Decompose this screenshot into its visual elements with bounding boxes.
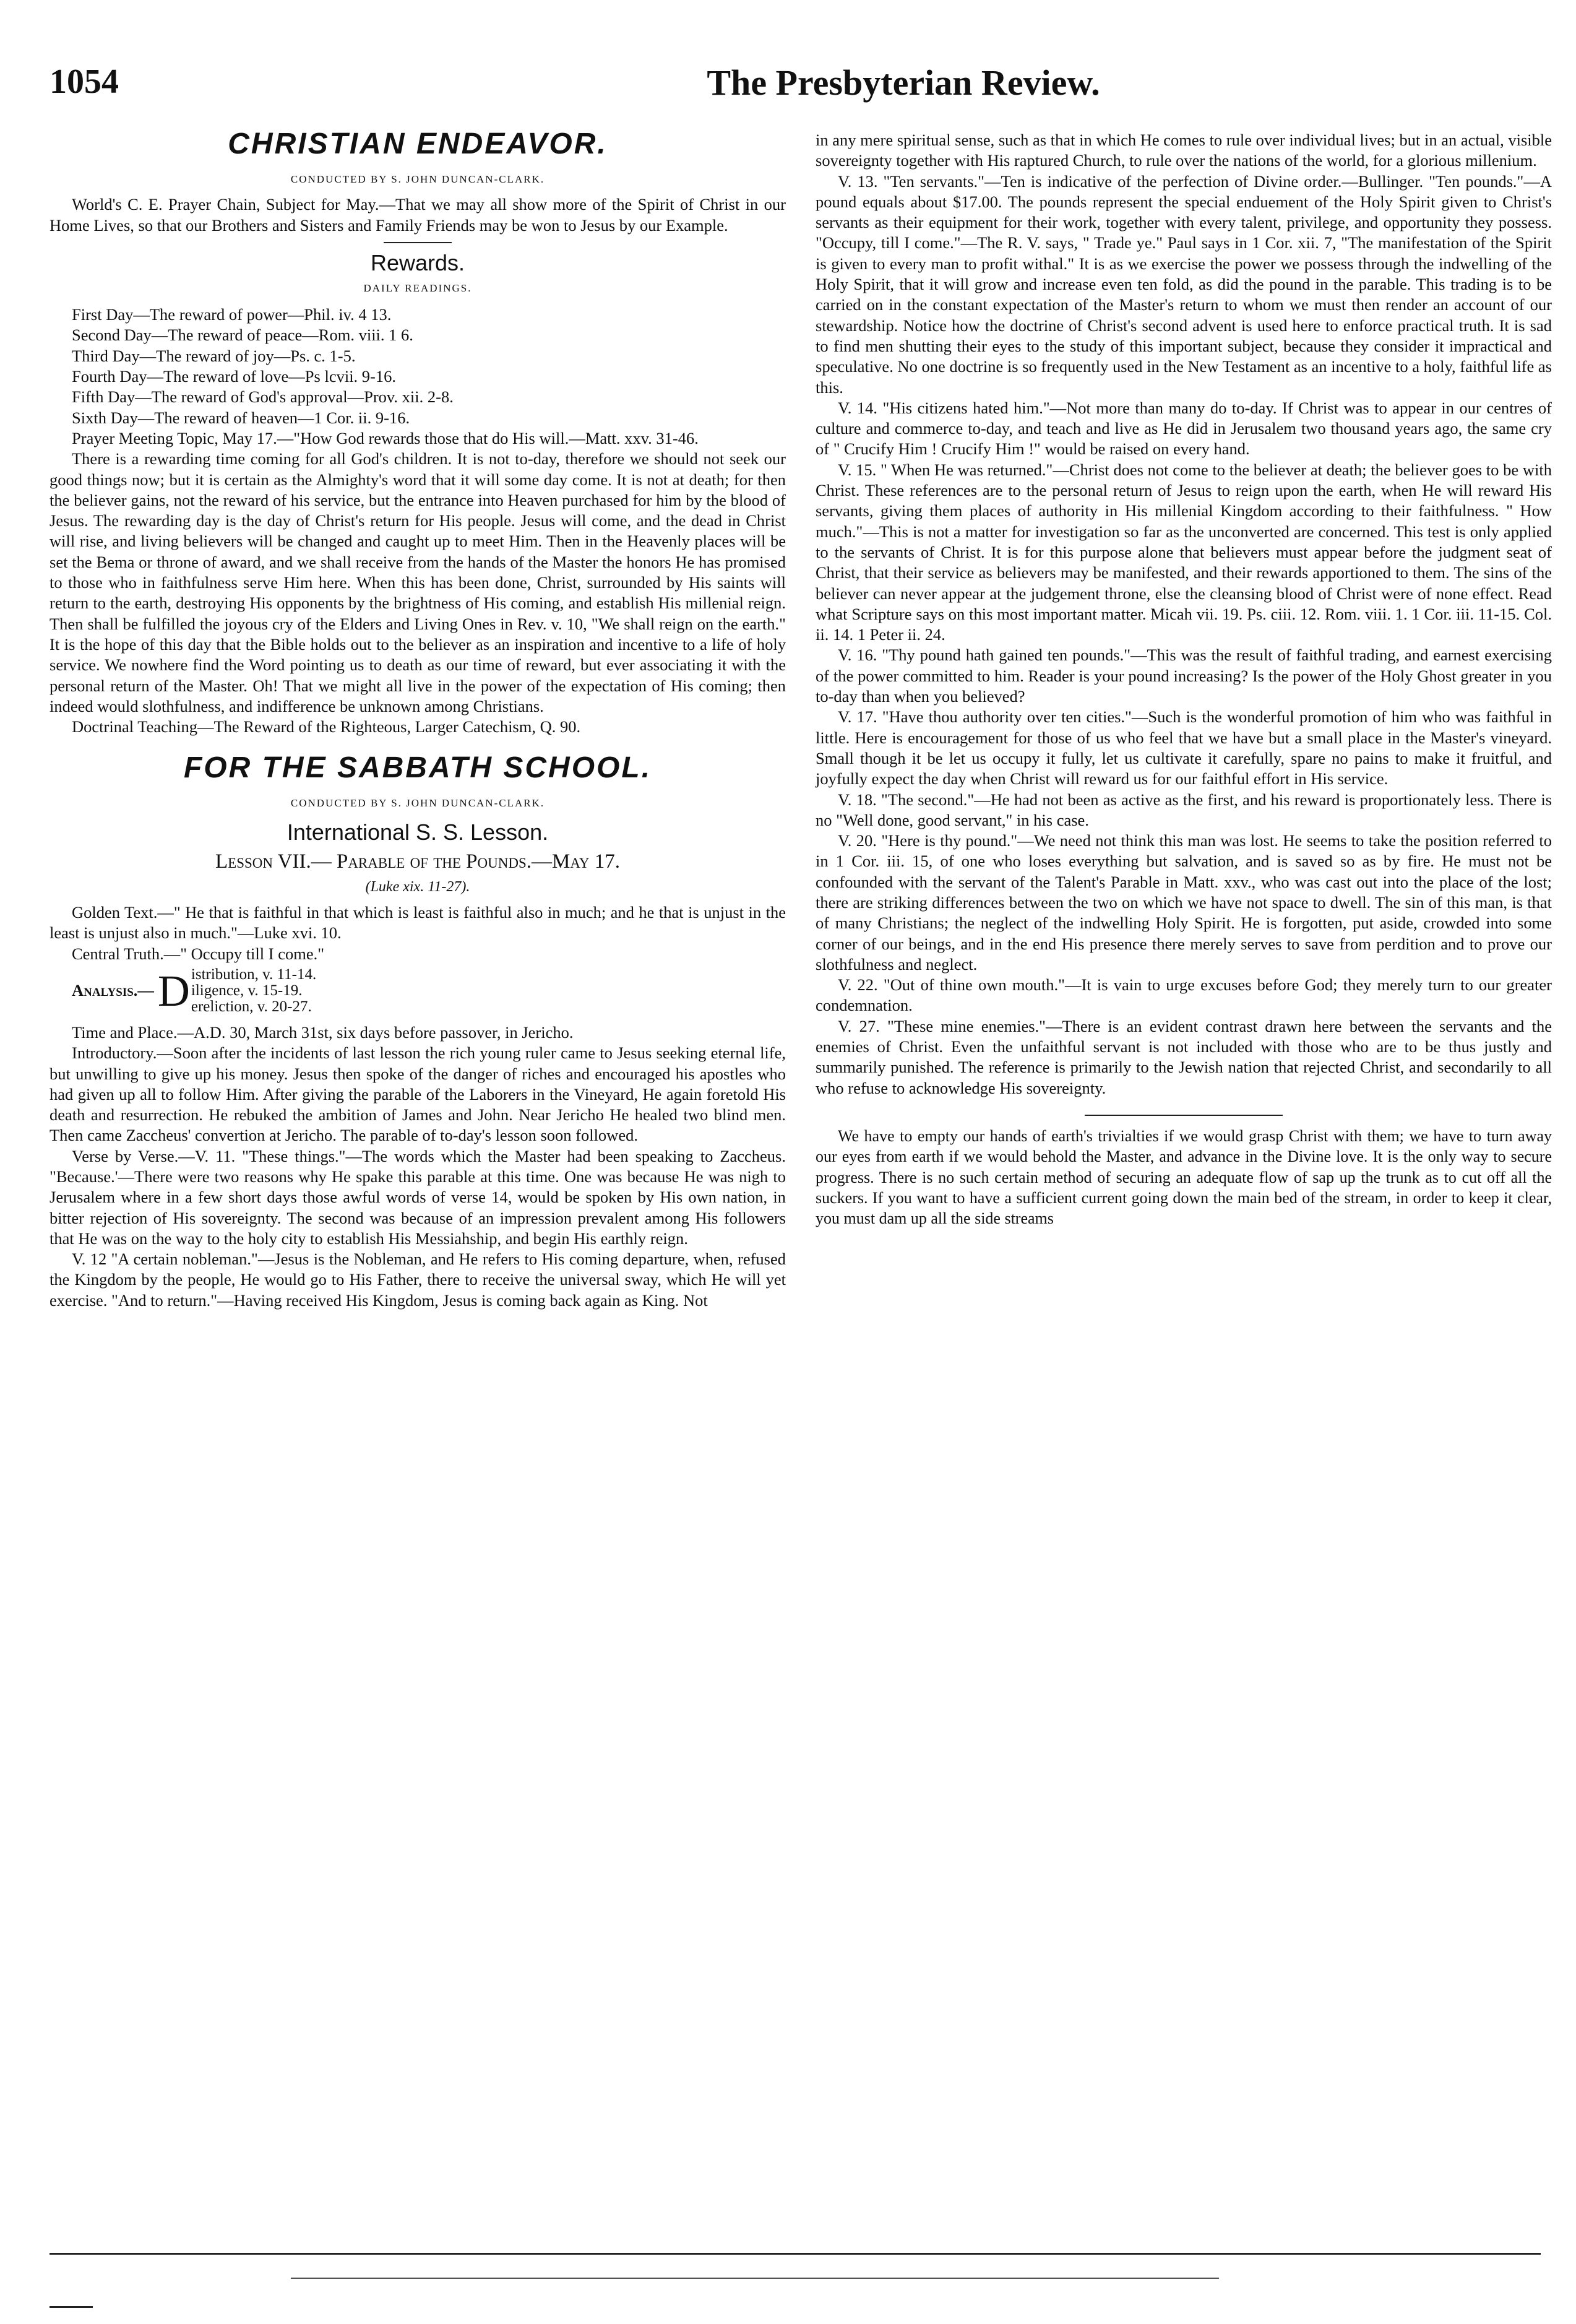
section-title-christian-endeavor: CHRISTIAN ENDEAVOR.: [228, 127, 608, 160]
time-and-place: Time and Place.—A.D. 30, March 31st, six days before passover, in Jericho.: [72, 1022, 574, 1042]
page-number: 1054: [50, 63, 119, 101]
daily-readings-label: DAILY READINGS.: [363, 282, 472, 294]
byline: CONDUCTED BY S. JOHN DUNCAN-CLARK.: [290, 797, 545, 810]
byline: CONDUCTED BY S. JOHN DUNCAN-CLARK.: [290, 173, 545, 185]
introductory: Introductory.—Soon after the incidents of last lesson the rich young ruler came to Jesus seeking eternal life, but unwilling to give up his money. Jesus then spoke of the danger of riches and encouraged his apostles who had given up all to follow Him. After giving the parable of the Laborers in the Vineyard, He again foretold His death and resurrection. He rebuked the ambition of James and John. Near Jericho He healed two blind men. Then came Zaccheus' convertion at Jericho. The parable of to-day's lesson soon followed.: [50, 1043, 786, 1145]
left-column: [50, 127, 786, 1311]
golden-text: Golden Text.—" He that is faithful in that which is least is faithful also in much; and he that is unjust in the least is unjust also in much."—Luke xvi. 10.: [50, 903, 786, 943]
reading-item: Fifth Day—The reward of God's approval—Prov. xii. 2-8.: [72, 387, 454, 407]
body-paragraph: in any mere spiritual sense, such as that in which He comes to rule over individual lives; but in an actual, visible sovereignty together with His raptured Church, to rule over the nations of the world, for a glorious millenium.: [816, 131, 1552, 170]
lesson-title: Lesson VII.— Parable of the Pounds.—May 17.: [215, 850, 620, 873]
analysis-item: iligence, v. 15-19.: [191, 982, 303, 999]
prayer-topic: Prayer Meeting Topic, May 17.—"How God rewards those that do His will.—Matt. xxv. 31-46.: [72, 428, 699, 447]
sabbath-school-section: [50, 751, 786, 1311]
verse-13: V. 13. "Ten servants."—Ten is indicative of the perfection of Divine order.—Bullinger. "Ten pounds."—A pound equals about $17.00. The pounds represent the special enduement of the Holy Spirit given to Christ's servants as their equipment for their work, together with every talent, privilege, and opportunity they possess. "Occupy, till I come."—The R. V. says, " Trade ye." Paul says in 1 Cor. xii. 7, "The manifestation of the Spirit is given to every man to profit withal." It is as we exercise the power we possess through the indwelling of the Holy Spirit, that it will grow and increase even ten fold, as did the pound in the parable. This trading is to be carried on in the constant expectation of the Master's return to whom we must then render an account of our stewardship. Notice how the doctrine of Christ's second advent is used here to enforce practical truth. It is sad to find men shutting their eyes to the study of this important subject, because they consider it impractical and speculative. No one doctrine is so frequently used in the New Testament as an incentive to a holy, faithful life as this.: [816, 171, 1552, 397]
doctrinal-teaching: Doctrinal Teaching—The Reward of the Righteous, Larger Catechism, Q. 90.: [72, 717, 581, 737]
scripture-reference: (Luke xix. 11-27).: [365, 878, 470, 895]
verse-16: V. 16. "Thy pound hath gained ten pounds."—This was the result of faithful trading, and earnest exercising of the power committed to him. Reader is your pound increasing? Is the power of the Holy Ghost greater in you to-day than when you believed?: [816, 646, 1552, 706]
christian-endeavor-section: [50, 127, 786, 737]
reading-item: Fourth Day—The reward of love—Ps lcvii. 9-16.: [72, 367, 397, 386]
section-title-sabbath-school: FOR THE SABBATH SCHOOL.: [183, 751, 652, 785]
lesson-heading: International S. S. Lesson.: [286, 819, 549, 845]
journal-title: The Presbyterian Review.: [707, 63, 1100, 103]
analysis-block: [72, 967, 786, 1015]
verse-20: V. 20. "Here is thy pound."—We need not think this man was lost. He seems to take the position referred to in 1 Cor. iii. 15, of one who loses everything but salvation, and is saved so as by fire. He must not be confounded with the servant of the Talent's Parable in Matt. xxv., who was cast out into the place of the lost; there are striking differences between the two on which we have not space to dwell. The sin of this man, is that of many Christians; the neglect of the indwelling Holy Spirit. He is forgotten, put aside, crowded into some corner of our beings, and in the end His presence there merely serves to save from perdition and to prove our slothfulness and neglect.: [816, 831, 1552, 974]
analysis-initial: D: [157, 965, 190, 1016]
reading-item: Third Day—The reward of joy—Ps. c. 1-5.: [72, 346, 356, 365]
analysis-item: istribution, v. 11-14.: [191, 965, 317, 983]
central-truth: Central Truth.—" Occupy till I come.": [72, 944, 325, 963]
bottom-mark: [50, 2306, 93, 2308]
reading-item: First Day—The reward of power—Phil. iv. 4 13.: [72, 305, 392, 324]
reading-item: Sixth Day—The reward of heaven—1 Cor. ii. 9-16.: [72, 408, 410, 427]
verse-17: V. 17. "Have thou authority over ten cities."—Such is the wonderful promotion of him who was faithful in little. Here is encouragement for those of us who feel that we have but a small place in the Master's vineyard. Small though it be let us occupy it fully, let us cultivate it carefully, spare no pains to make it fruitful, and joyfully expect the day when Christ will reward us for our faithful effort in His service.: [816, 707, 1552, 788]
body-paragraph: There is a rewarding time coming for all God's children. It is not to-day, therefore we should not seek our good things now; but it is certain as the Almighty's word that it will some day come. It is not at death; for then the believer gains, not the reward of his service, but the entrance into Heaven purchased for him by the blood of Jesus. The rewarding day is the day of Christ's return for His people. Jesus will come, and the dead in Christ will rise, and living believers will be changed and caught up to meet Him. Then in the Heavenly places will be set the Bema or throne of award, and we shall receive from the hands of the Master the honors He has promised to those who in faithfulness serve Him here. When this has been done, Christ, surrounded by His saints will return to the earth, destroying His opponents by the brightness of His coming, and establish His millenial reign. Then shall be fulfilled the joyous cry of the Elders and Living Ones in Rev. v. 10, "We shall reign on the earth." It is the hope of this day that the Bible holds out to the believer as an inspiration and incentive to a life of holy service. We nowhere find the Word pointing us to death as our time of reward, but ever associating it with the personal return of the Master. Oh! That we might all live in the power of the expectation of His coming; then indeed would slothfulness, and indifference be unknown among Christians.: [50, 449, 786, 715]
closing-note: [816, 1126, 1552, 1229]
reading-item: Second Day—The reward of peace—Rom. viii. 1 6.: [72, 326, 413, 345]
verse-22: V. 22. "Out of thine own mouth."—It is vain to urge excuses before God; they merely turn to our greater condemnation.: [816, 975, 1552, 1015]
bottom-rule-secondary: [291, 2278, 1219, 2279]
bottom-rule: [50, 2253, 1541, 2255]
divider: [384, 242, 452, 243]
verse-12: V. 12 "A certain nobleman."—Jesus is the Nobleman, and He refers to His coming departure, when, refused the Kingdom by the people, He would go to His Father, there to receive the universal sway, which He will yet exercise. "And to return."—Having received His Kingdom, Jesus is coming back again as King. Not: [50, 1250, 786, 1310]
verse-14: V. 14. "His citizens hated him."—Not more than many do to-day. If Christ was to appear in our centres of culture and commerce to-day, and teach and live as He did in Jerusalem two thousand years ago, the same cry of " Crucify Him ! Crucify Him !" would be raised on every hand.: [816, 398, 1552, 459]
verse-18: V. 18. "The second."—He had not been as active as the first, and his reward is proportionately less. There is no "Well done, good servant," in his case.: [816, 790, 1552, 829]
verse-15: V. 15. " When He was returned."—Christ does not come to the believer at death; the believer goes to be with Christ. These references are to the personal return of Jesus to reign upon the earth, when He will reward His servants, giving them places of authority in His millenial Kingdom according to their faithfulness. " How much."—This is not a matter for investigation so far as the unconverted are concerned. This test is only applied to the servants of Christ. It is for this purpose alone that believers must appear before the judgment seat of Christ, that their service as believers may be manifested, and their rewards apportioned to them. The sins of the believer can never appear at the judgement throne, else the cleansing blood of Christ were of none effect. Read what Scripture says on this most important matter. Micah vii. 19. Ps. ciii. 12. Rom. viii. 1. 1 Cor. iii. 11-15. Col. ii. 14. 1 Peter ii. 24.: [816, 460, 1552, 644]
verse-by-verse: Verse by Verse.—V. 11. "These things."—The words which the Master had been speaking to Zaccheus. "Because.'—There were two reasons why He spake this parable at this time. One was because He was nigh to Jerusalem where in a few short days those awful words of verse 14, would be spoken by His own nation, in bitter rejection of His sovereignty. The second was because of an impression prevalent among His followers that He was on the way to the holy city to establish His Messiahship, and begin His earthly reign.: [50, 1146, 786, 1248]
rewards-heading: Rewards.: [370, 249, 465, 275]
page-header: [50, 62, 1522, 111]
right-column: [816, 130, 1552, 1229]
closing-paragraph: We have to empty our hands of earth's trivialties if we would grasp Christ with them; we have to turn away our eyes from earth if we would behold the Master, and advance in the Divine love. It is the only way to secure progress. There is no such certain method of securing an adequate flow of sap up the trunk as to cut off all the suckers. If you want to have a sufficient current going down the main bed of the stream, in order to keep it clear, you must dam up all the side streams: [816, 1126, 1552, 1228]
prayer-chain-intro: World's C. E. Prayer Chain, Subject for May.—That we may all show more of the Spirit of Christ in our Home Lives, so that our Brothers and Sisters and Family Friends may be won to Jesus by our Example.: [50, 195, 786, 235]
analysis-item: ereliction, v. 20-27.: [191, 998, 312, 1015]
analysis-label: Analysis.—: [72, 981, 154, 1000]
verse-27: V. 27. "These mine enemies."—There is an evident contrast drawn here between the servants and the enemies of Christ. Even the unfaithful servant is not included with those who are to be thus justly and summarily punished. The reference is primarily to the Jewish nation that rejected Christ, and secondarily to all who refuse to acknowledge His sovereignty.: [816, 1016, 1552, 1097]
divider: [1085, 1115, 1283, 1116]
analysis-items: [191, 967, 316, 1015]
